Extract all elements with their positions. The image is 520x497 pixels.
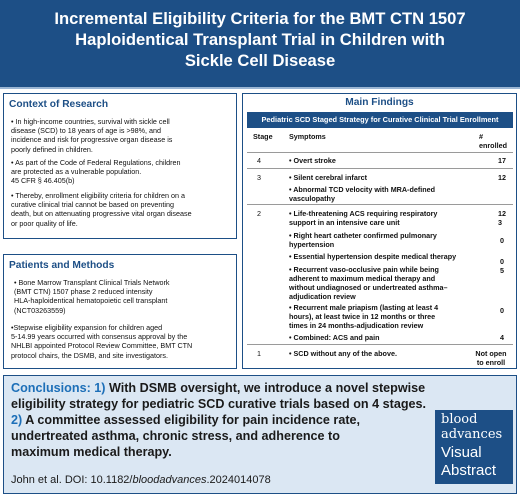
conclusion-number: 2) <box>11 413 23 427</box>
conclusions-text <box>11 380 429 460</box>
text-line: support in an intensive care unit <box>289 218 400 227</box>
conclusion-number: 1) <box>94 381 106 395</box>
text-line: • Thereby, enrollment eligibility criteria for children on a <box>11 191 186 200</box>
conclusions-label: Conclusions: <box>11 381 91 395</box>
text-line <box>11 412 429 428</box>
table-title: Pediatric SCD Staged Strategy for Curative Clinical Trial Enrollment <box>247 112 513 128</box>
conclusions-box <box>3 375 517 494</box>
citation-suffix: .2024014078 <box>206 474 271 486</box>
methods-panel <box>3 254 237 369</box>
text-line: # <box>479 132 483 141</box>
logo-text: advances <box>441 427 503 442</box>
title-line: Incremental Eligibility Criteria for the BMT CTN 1507 <box>54 9 466 28</box>
symptom-item <box>289 303 438 330</box>
text-line: • Right heart catheter confirmed pulmonary <box>289 231 437 240</box>
title-line: Sickle Cell Disease <box>184 51 336 70</box>
stage-cell: 2 <box>257 209 261 218</box>
text-line: 12 <box>498 209 506 218</box>
context-bullet <box>11 191 235 228</box>
text-line: 5-14.99 years occurred with consensus approval by the <box>11 332 188 342</box>
text-span: A committee assessed eligibility for pain incidence rate, <box>25 413 361 427</box>
text-line: • Life-threatening ACS requiring respiratory <box>289 209 438 218</box>
text-line: (BMT CTN) 1507 phase 2 reduced intensity <box>14 287 153 297</box>
symptom-item <box>289 231 437 249</box>
text-line: disease (SCD) to 18 years of age is >98%, and <box>11 126 162 136</box>
text-line: •Stepwise eligibility expansion for children aged <box>11 323 163 332</box>
logo-text: Abstract <box>441 462 497 479</box>
citation <box>11 474 271 486</box>
stage-cell: 3 <box>257 173 261 182</box>
text-line: death, but on attenuating progressive vital organ disease <box>11 209 192 219</box>
text-line: adherent to maximum medical therapy and <box>289 274 436 283</box>
text-line: or poor quality of life. <box>11 218 78 228</box>
column-header-enrolled <box>479 132 507 150</box>
text-line: hypertension <box>289 240 335 249</box>
logo-text: Visual <box>441 444 482 461</box>
text-line: hours), at least twice in 12 months or three <box>289 312 436 321</box>
enrolled-count <box>500 257 504 275</box>
text-line: 0 <box>500 257 504 266</box>
symptom-item: • Essential hypertension despite medical therapy <box>289 252 457 261</box>
symptom-item: • SCD without any of the above. <box>289 349 397 358</box>
findings-title: Main Findings <box>345 97 414 108</box>
citation-journal: bloodadvances <box>132 474 207 486</box>
context-bullet <box>11 158 235 186</box>
context-panel <box>3 93 237 239</box>
text-line: 45 CFR § 46.405(b) <box>11 176 75 186</box>
symptom-item: • Overt stroke <box>289 156 336 165</box>
table-divider <box>247 168 513 169</box>
citation-prefix: John et al. DOI: 10.1182/ <box>11 474 133 486</box>
findings-panel <box>242 93 517 369</box>
text-span: With DSMB oversight, we introduce a novel stepwise <box>108 381 426 395</box>
text-line: poorly defined in children. <box>11 144 93 154</box>
journal-logo <box>435 410 513 484</box>
text-line: eligibility strategy for pediatric SCD curative trials based on 4 stages. <box>11 397 427 411</box>
text-line: adjudication review <box>289 292 356 301</box>
text-line: undertreated asthma, chronic stress, and adherence to <box>11 429 340 443</box>
text-line: • As part of the Code of Federal Regulations, children <box>11 158 181 167</box>
methods-title: Patients and Methods <box>9 260 115 271</box>
stage-cell: 4 <box>257 156 261 165</box>
text-line: maximum medical therapy. <box>11 445 172 459</box>
text-line: • Abnormal TCD velocity with MRA-defined <box>289 185 436 194</box>
methods-bullet <box>11 323 235 360</box>
stage-cell: 1 <box>257 349 261 358</box>
text-line: • Recurrent male priapism (lasting at least 4 <box>289 303 439 312</box>
text-line: vasculopathy <box>289 194 335 203</box>
header-banner <box>0 0 520 89</box>
table-divider <box>247 344 513 345</box>
methods-bullet <box>14 278 234 315</box>
text-line <box>11 380 429 396</box>
text-line: enrolled <box>479 141 507 150</box>
text-line: • Recurrent vaso-occlusive pain while being <box>289 265 439 274</box>
text-line: protocol chairs, the DSMB, and site investigators. <box>11 350 168 360</box>
symptom-item <box>289 185 435 203</box>
enrolled-count: 12 <box>498 173 506 182</box>
text-line: • In high-income countries, survival with sickle cell <box>11 117 170 126</box>
text-line: times in 24 months-adjudication review <box>289 321 424 330</box>
table-divider <box>247 204 513 205</box>
enrolled-count: 0 <box>500 306 504 315</box>
text-line: curative clinical trial cannot be based on preventing <box>11 200 175 210</box>
text-line: incidence and risk for progressive organ disease is <box>11 135 173 145</box>
enrolled-count: 17 <box>498 156 506 165</box>
logo-text: blood <box>441 412 478 427</box>
text-line: HLA-haploidentical hematopoietic cell transplant <box>14 296 168 306</box>
text-line: are protected as a vulnerable population. <box>11 167 142 177</box>
symptom-item: • Combined: ACS and pain <box>289 333 380 342</box>
text-line: • Bone Marrow Transplant Clinical Trials Network <box>14 278 170 287</box>
context-title: Context of Research <box>9 99 109 110</box>
symptom-item <box>289 265 448 301</box>
symptom-item: • Silent cerebral infarct <box>289 173 368 182</box>
text-line: Not open <box>475 349 507 358</box>
text-line: without undiagnosed or undertreated asthma– <box>289 283 448 292</box>
context-bullet <box>11 117 235 154</box>
text-line: 3 <box>498 218 502 227</box>
column-header-symptoms: Symptoms <box>289 132 326 141</box>
text-line: 5 <box>500 266 504 275</box>
text-line: NHLBI appointed Protocol Review Committee, BMT CTN <box>11 341 193 351</box>
enrolled-count <box>498 209 506 227</box>
text-line: to enroll <box>476 358 506 367</box>
table-divider <box>247 152 513 153</box>
enrolled-count: 4 <box>500 333 504 342</box>
enrolled-count: 0 <box>500 236 504 245</box>
column-header-stage: Stage <box>253 132 273 141</box>
symptom-item <box>289 209 437 227</box>
text-line: (NCT03263559) <box>14 305 66 315</box>
enrolled-count <box>471 349 511 367</box>
page-title <box>0 8 520 71</box>
title-line: Haploidentical Transplant Trial in Children with <box>75 30 445 49</box>
